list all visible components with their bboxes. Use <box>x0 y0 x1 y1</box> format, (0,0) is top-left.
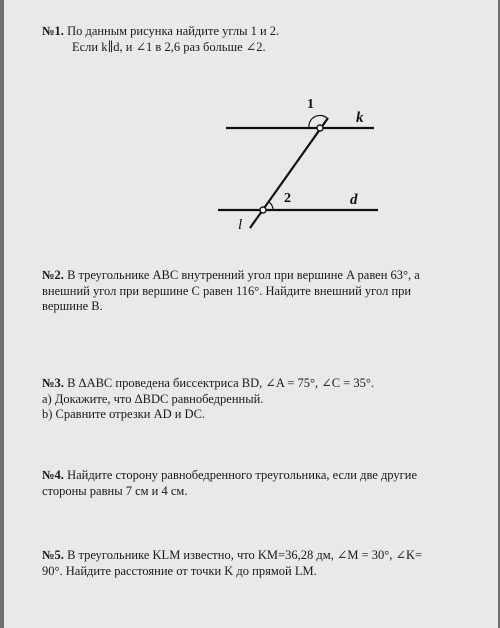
problem-2-line-3: вершине B. <box>42 299 103 313</box>
angle-2-label: 2 <box>284 191 291 206</box>
problem-5 <box>42 548 422 579</box>
problem-2 <box>42 268 420 315</box>
problem-4-line-2: стороны равны 7 см и 4 см. <box>42 483 188 498</box>
problem-1-text: По данным рисунка найдите углы 1 и 2. <box>67 24 280 38</box>
problem-2-number: №2. <box>42 268 64 282</box>
angle-2-arc <box>269 202 273 210</box>
problem-3-text-1: В ΔABC проведена биссектриса BD, ∠A = 75°, ∠C = 35°. <box>67 376 374 390</box>
problem-2-line-2: внешний угол при вершине C равен 116°. Найдите внешний угол при <box>42 283 412 298</box>
parallel-lines-diagram <box>204 88 394 238</box>
problem-1-figure <box>204 88 394 243</box>
line-k-label: k <box>356 110 364 126</box>
angle-1-label: 1 <box>307 97 314 112</box>
problem-5-number: №5. <box>42 548 64 562</box>
problem-2-line-1 <box>42 268 420 284</box>
problem-4-number: №4. <box>42 468 64 482</box>
problem-1-number: №1. <box>42 24 64 38</box>
problem-3-line-1 <box>42 376 374 392</box>
line-d-label: d <box>350 192 358 208</box>
problem-1-line-1 <box>42 24 279 40</box>
line-l-label: l <box>238 217 243 233</box>
problem-4-text-1: Найдите сторону равнобедренного треугольника, если две другие <box>67 468 418 482</box>
problem-3-number: №3. <box>42 376 64 390</box>
worksheet-page <box>4 0 498 628</box>
intersection-point-bottom <box>260 207 266 213</box>
problem-3-part-a: a) Докажите, что ΔBDC равнобедренный. <box>42 391 264 406</box>
problem-1-condition: Если k∥d, и ∠1 в 2,6 раз больше ∠2. <box>72 39 266 54</box>
problem-3 <box>42 376 374 423</box>
problem-3-part-b: b) Сравните отрезки AD и DC. <box>42 407 206 421</box>
intersection-point-top <box>317 125 323 131</box>
problem-1 <box>42 24 279 55</box>
problem-5-line-2: 90°. Найдите расстояние от точки K до прямой LM. <box>42 563 317 578</box>
problem-4-line-1 <box>42 468 417 484</box>
problem-5-text-1: В треугольнике KLM известно, что KM=36,28 дм, ∠M = 30°, ∠K= <box>67 548 423 562</box>
problem-4 <box>42 468 417 499</box>
problem-5-line-1 <box>42 548 422 564</box>
problem-2-text-1: В треугольнике ABC внутренний угол при вершине A равен 63°, а <box>67 268 420 282</box>
